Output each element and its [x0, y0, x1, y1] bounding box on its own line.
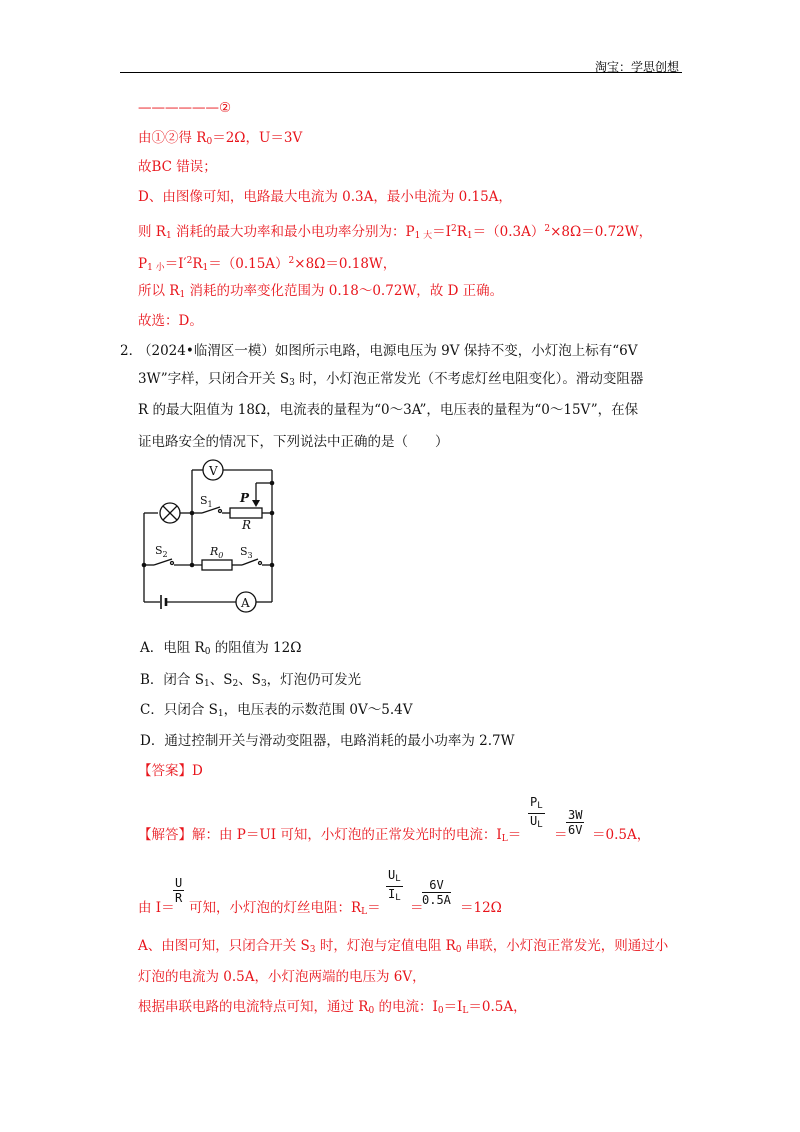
analysis-eq-2: ＝	[410, 900, 424, 916]
fraction-pl-ul: $\frac{P_L}{U_L}$	[530, 795, 543, 830]
fraction-6v-05a: $\frac{6V}{0.5A}$	[422, 878, 451, 907]
option-b: B．闭合 $S_1$、$S_2$、$S_3$，灯泡仍可发光	[140, 672, 362, 689]
result-line: 由①②得 $R_0=2\Omega$，U＝3V	[138, 130, 303, 147]
circuit-diagram	[130, 455, 290, 615]
power-range-line: 所以 $R_1$ 消耗的功率变化范围为 0.18～0.72W，故 D 正确。	[138, 283, 504, 300]
question-line-4: 证电路安全的情况下，下列说法中正确的是（ ）	[138, 434, 449, 450]
analysis-line-2-end: ＝12Ω	[460, 900, 502, 916]
fraction-3w-6v: $\frac{3W}{6V}$	[568, 808, 583, 837]
fraction-ul-il: $\frac{U_L}{I_L}$	[388, 868, 401, 903]
header-rule	[120, 72, 682, 73]
power-max-line: 则 $R_1$ 消耗的最大功率和最小电功率分别为：$P_{1 大}=I^2R_1=(0.3A)^2\times 8\Omega=0.72W$，	[138, 224, 653, 241]
analysis-line-1: 【解答】解：由 P＝UI 可知，小灯泡的正常发光时的电流：$I_L=$	[138, 827, 522, 844]
p-label: P	[240, 491, 250, 505]
page-header: 淘宝：学思创想	[595, 60, 680, 74]
question-line-3: R 的最大阻值为 18Ω，电流表的量程为“0～3A”，电压表的量程为“0～15V”，在保	[138, 402, 639, 418]
analysis-line-2b: 可知，小灯泡的灯丝电阻：$R_L=$	[189, 900, 381, 917]
analysis-a-line-3: 根据串联电路的电流特点可知，通过 $R_0$ 的电流：$I_0=I_L=0.5A$，	[138, 999, 527, 1016]
rheostat-symbol	[230, 508, 262, 518]
s3-label: $S_3$	[240, 545, 253, 560]
r-label: R	[242, 518, 252, 532]
bc-wrong-line: 故BC 错误；	[138, 159, 217, 175]
option-d: D．通过控制开关与滑动变阻器，电路消耗的最小功率为 2.7W	[140, 733, 515, 749]
question-line-1: （2024•临渭区一模）如图所示电路，电源电压为 9V 保持不变，小灯泡上标有“6V	[138, 343, 638, 359]
resistor-r0-symbol	[202, 560, 232, 570]
option-c: C．只闭合 $S_1$，电压表的示数范围 0V～5.4V	[140, 702, 413, 719]
option-a: A．电阻 $R_0$ 的阻值为 12Ω	[140, 640, 302, 657]
ammeter-label: A	[241, 596, 250, 610]
power-min-line: $P_{1 小}=I'^2R_1=(0.15A)^2\times 8\Omega=0.18W$，	[138, 256, 397, 273]
s2-label: $S_2$	[155, 544, 168, 559]
analysis-eq-1: ＝	[554, 827, 568, 843]
analysis-a-line-2: 灯泡的电流为 0.5A，小灯泡两端的电压为 6V，	[138, 969, 426, 985]
analysis-a-line-1: A、由图可知，只闭合开关 $S_3$ 时，灯泡与定值电阻 $R_0$ 串联，小灯泡正常发光，则通过小	[138, 938, 669, 955]
d-analysis-line: D、由图像可知，电路最大电流为 0.3A，最小电流为 0.15A，	[138, 189, 512, 205]
choose-line: 故选：D。	[138, 313, 203, 329]
analysis-line-1-end: ＝0.5A，	[592, 827, 651, 843]
fraction-u-r: $\frac{U}{R}$	[175, 876, 183, 905]
question-number: 2．	[120, 343, 143, 359]
analysis-line-2: 由 I＝	[138, 900, 175, 916]
equation-two: ——————②	[138, 100, 232, 116]
r0-label: $R_0$	[210, 545, 224, 560]
answer-line: 【答案】D	[138, 763, 203, 779]
question-line-2: 3W”字样，只闭合开关 $S_3$ 时，小灯泡正常发光（不考虑灯丝电阻变化）。滑动变阻器	[138, 371, 644, 388]
voltmeter-label: V	[209, 464, 218, 478]
s1-label: $S_1$	[200, 494, 213, 509]
